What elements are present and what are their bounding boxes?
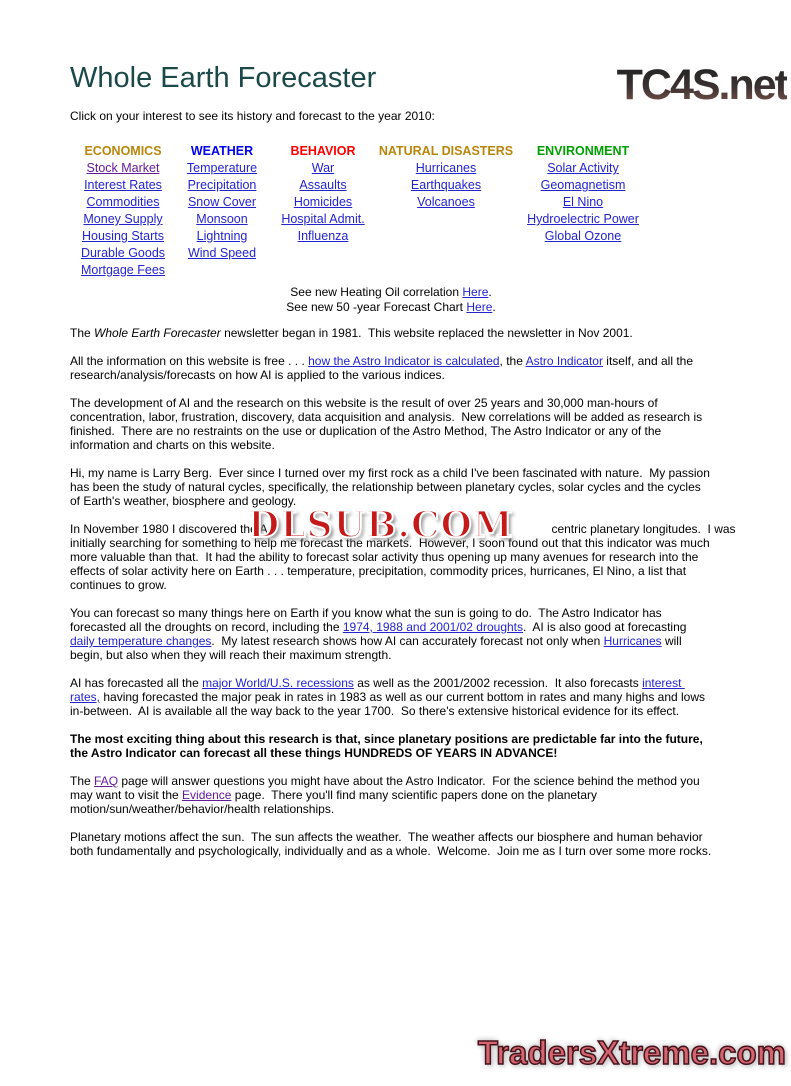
- directory-link-hospital-admit-[interactable]: Hospital Admit.: [281, 212, 365, 226]
- directory-link-money-supply[interactable]: Money Supply: [83, 212, 163, 226]
- paragraph-development: [70, 396, 712, 452]
- tradersxtreme-watermark: TradersXtreme.com: [477, 1034, 786, 1071]
- notice-line: [70, 285, 712, 300]
- directory-column-natural-disasters: [376, 143, 516, 279]
- directory-link-global-ozone[interactable]: Global Ozone: [544, 229, 622, 243]
- text-run: .: [492, 300, 496, 314]
- paragraph-forecast-sun: [70, 606, 712, 662]
- directory-link-temperature[interactable]: Temperature: [186, 161, 258, 175]
- notice-line: [70, 300, 712, 315]
- text-run: Planetary motions affect the sun. The sun affects the weather. The weather affects our biosphere and human behavior both fundamentally and psychologically, individually and as a whole. Welcome. Join me as I turn over some more rocks.: [70, 830, 712, 858]
- directory-link-war[interactable]: War: [311, 161, 335, 175]
- text-run: page. There you'll find many scientific papers done on the planetary motion/sun/weather/behavior/health relationships.: [70, 788, 601, 816]
- directory-link-homicides[interactable]: Homicides: [293, 195, 353, 209]
- directory-link-solar-activity[interactable]: Solar Activity: [547, 161, 619, 175]
- text-run: All the information on this website is free . . .: [70, 354, 309, 368]
- directory-column-environment: [516, 143, 650, 279]
- text-run: You can forecast so many things here on Earth if you know what the sun is going to do. The Astro Indicator has forecasted all the droughts on record, including the: [70, 606, 666, 634]
- directory-link-monsoon[interactable]: Monsoon: [196, 212, 248, 226]
- text-run: . My latest research shows how AI can accurately forecast not only when: [211, 634, 604, 648]
- inline-link[interactable]: FAQ: [94, 774, 119, 788]
- inline-link[interactable]: Hurricanes: [603, 634, 662, 648]
- text-run: having forecasted the major peak in rates in 1983 as well as our current bottom in rates and many highs and lows in-between. AI is available all the way back to the year 1700. So there's extensive historical evidence for its effect.: [70, 690, 709, 718]
- directory-column-economics: [72, 143, 174, 279]
- directory-link-earthquakes[interactable]: Earthquakes: [410, 178, 482, 192]
- text-run: newsletter began in 1981. This website replaced the newsletter in Nov 2001.: [220, 326, 633, 340]
- paragraph-recessions: [70, 676, 712, 718]
- directory-link-assaults[interactable]: Assaults: [299, 178, 347, 192]
- text-run: AI has forecasted all the: [70, 676, 203, 690]
- text-run: . AI is also good at forecasting: [523, 620, 690, 634]
- directory-link-hurricanes[interactable]: Hurricanes: [415, 161, 477, 175]
- paragraph-newsletter: [70, 326, 712, 340]
- inline-link[interactable]: Astro Indicator: [525, 354, 603, 368]
- paragraph-welcome: [70, 830, 712, 858]
- category-header: NATURAL DISASTERS: [378, 144, 514, 158]
- directory-link-interest-rates[interactable]: Interest Rates: [84, 178, 162, 192]
- paragraph-exciting: [70, 732, 712, 760]
- text-run: The: [70, 326, 95, 340]
- text-run: centric planetary longitudes. I was: [551, 522, 736, 536]
- inline-link[interactable]: interest rates,: [70, 676, 685, 704]
- category-header: BEHAVIOR: [290, 144, 356, 158]
- text-run: In November 1980 I discovered the A: [70, 522, 268, 536]
- directory-link-volcanoes[interactable]: Volcanoes: [417, 195, 475, 209]
- directory-link-hydroelectric-power[interactable]: Hydroelectric Power: [527, 212, 639, 226]
- page: [0, 62, 791, 1086]
- directory-link-mortgage-fees[interactable]: Mortgage Fees: [80, 263, 166, 277]
- paragraphs: [70, 326, 736, 858]
- text-run: will begin, but also when they will reach their maximum strength.: [70, 634, 685, 662]
- inline-link[interactable]: major World/U.S. recessions: [202, 676, 354, 690]
- text-run: Hi, my name is Larry Berg. Ever since I turned over my first rock as a child I've been fascinated with nature. My passion has been the study of natural cycles, specifically, the relationship between planetary cycles, solar cycles and the cycles of Earth's weather, biosphere and geology.: [70, 466, 714, 508]
- intro-text: Click on your interest to see its history and forecast to the year 2010:: [70, 109, 435, 123]
- page-title: Whole Earth Forecaster: [70, 62, 377, 94]
- directory-column-behavior: [270, 143, 376, 279]
- text-run: page will answer questions you might have about the Astro Indicator. For the science behind the method you may want to visit the: [70, 774, 704, 802]
- text-run: See new Heating Oil correlation: [290, 285, 463, 299]
- text-run: , the: [499, 354, 526, 368]
- text-run: .: [488, 285, 492, 299]
- directory-link-precipitation[interactable]: Precipitation: [187, 178, 257, 192]
- directory-link-snow-cover[interactable]: Snow Cover: [187, 195, 257, 209]
- category-header: WEATHER: [190, 144, 254, 158]
- category-header: ENVIRONMENT: [536, 144, 630, 158]
- directory-link-geomagnetism[interactable]: Geomagnetism: [540, 178, 626, 192]
- directory-link-lightning[interactable]: Lightning: [196, 229, 248, 243]
- text-run: initially searching for something to help me forecast the markets. However, I soon found out that this indicator was much more valuable than that. It had the ability to forecast solar activity thus opening up many avenues for research into the effects of solar activity here on Earth . . . temperature, precipitation, commodity prices, hurricanes, El Nino, a list that continues to grow.: [70, 536, 713, 592]
- inline-link[interactable]: Evidence: [182, 788, 232, 802]
- directory-link-housing-starts[interactable]: Housing Starts: [82, 229, 164, 243]
- text-run: Whole Earth Forecaster: [94, 326, 221, 340]
- dlsub-watermark: DLSUB.COM: [248, 504, 514, 546]
- text-run: See new 50 -year Forecast Chart: [286, 300, 467, 314]
- text-run: itself, and all the research/analysis/forecasts on how AI is applied to the various indices.: [70, 354, 697, 382]
- directory-link-commodities[interactable]: Commodities: [86, 195, 160, 209]
- inline-link[interactable]: 1974, 1988 and 2001/02 droughts: [342, 620, 524, 634]
- text-run: The: [70, 774, 95, 788]
- notices: [70, 285, 712, 315]
- directory-column-weather: [174, 143, 270, 279]
- tc4s-logo: TC4S.net: [616, 61, 787, 109]
- paragraph-free-info: [70, 354, 712, 382]
- directory-link-wind-speed[interactable]: Wind Speed: [187, 246, 257, 260]
- text-run: as well as the 2001/2002 recession. It also forecasts: [353, 676, 643, 690]
- text-run: The most exciting thing about this research is that, since planetary positions are predictable far into the future, the Astro Indicator can forecast all these things HUNDREDS OF YEARS IN ADVANCE!: [70, 732, 707, 760]
- paragraph-larry-berg: [70, 466, 712, 508]
- text-run: The development of AI and the research on this website is the result of over 25 years and 30,000 man-hours of concentration, labor, frustration, discovery, data acquisition and analysis. New correlations will be added as research is finished. There are no restraints on the use or duplication of the Astro Method, The Astro Indicator or any of the information and charts on this website.: [70, 396, 706, 452]
- paragraph-discovery: [70, 504, 736, 592]
- inline-link[interactable]: Here: [462, 285, 489, 299]
- directory-table: [72, 143, 791, 279]
- directory-link-stock-market[interactable]: Stock Market: [86, 161, 160, 175]
- directory-link-durable-goods[interactable]: Durable Goods: [80, 246, 166, 260]
- category-header: ECONOMICS: [84, 144, 162, 158]
- paragraph-faq: [70, 774, 712, 816]
- directory-link-influenza[interactable]: Influenza: [297, 229, 349, 243]
- inline-link[interactable]: how the Astro Indicator is calculated: [308, 354, 500, 368]
- inline-link[interactable]: Here: [466, 300, 493, 314]
- inline-link[interactable]: daily temperature changes: [70, 634, 212, 648]
- directory-link-el-nino[interactable]: El Nino: [562, 195, 604, 209]
